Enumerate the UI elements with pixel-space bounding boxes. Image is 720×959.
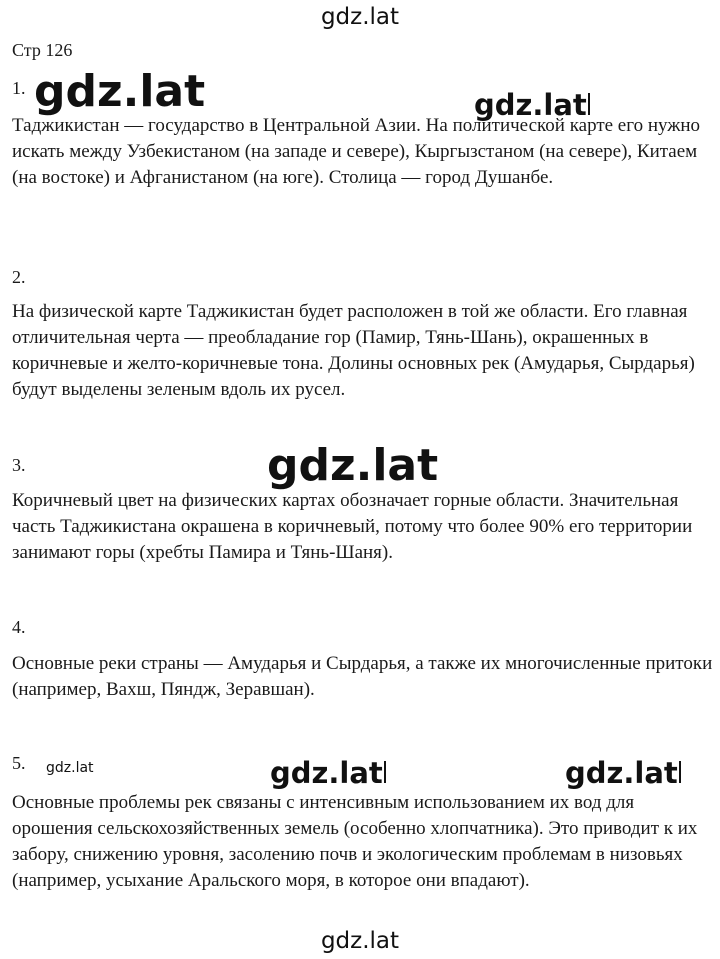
watermark-medium-3: gdz.lat	[565, 756, 681, 790]
section-text-3: Коричневый цвет на физических картах обозначает горные области. Значительная часть Таджикистана окрашена в коричневый, потому что более 90% его территории занимают горы (хребты Памира и Тянь-Шаня).	[12, 490, 693, 563]
section-number-1: 1.	[12, 78, 26, 98]
section-number-5: 5.	[12, 753, 26, 773]
section-text-1: Таджикистан — государство в Центральной Азии. На политической карте его нужно искать между Узбекистаном (на западе и севере), Кыргызстаном (на севере), Китаем (на востоке) и Афганистаном (на юге). Столица — город Душанбе.	[12, 115, 701, 188]
watermark-bottom: gdz.lat	[320, 928, 400, 954]
page-label: Стр 126	[12, 40, 73, 60]
watermark-medium-1: gdz.lat	[474, 88, 590, 122]
watermark-large-1: gdz.lat	[34, 66, 206, 117]
section-text-2: На физической карте Таджикистан будет расположен в той же области. Его главная отличительная черта — преобладание гор (Памир, Тянь-Шань), окрашенных в коричневые и желто-коричневые тона. Долины основных рек (Амударья, Сырдарья) будут выделены зеленым вдоль их русел.	[12, 301, 695, 400]
watermark-large-2: gdz.lat	[267, 440, 439, 491]
section-text-5: Основные проблемы рек связаны с интенсивным использованием их вод для орошения сельскохозяйственных земель (особенно хлопчатника). Это приводит к их забору, снижению уровня, засолению почв и экологическим проблемам в низовьях (например, усыхание Аральского моря, в которое они впадают).	[12, 792, 698, 891]
watermark-top: gdz.lat	[320, 4, 400, 30]
section-number-3: 3.	[12, 455, 26, 475]
section-number-4: 4.	[12, 617, 26, 637]
section-number-2: 2.	[12, 267, 26, 287]
watermark-medium-2: gdz.lat	[270, 756, 386, 790]
watermark-small: gdz.lat	[46, 760, 94, 776]
section-text-4: Основные реки страны — Амударья и Сырдарья, а также их многочисленные притоки (например, Вахш, Пяндж, Зеравшан).	[12, 653, 713, 700]
